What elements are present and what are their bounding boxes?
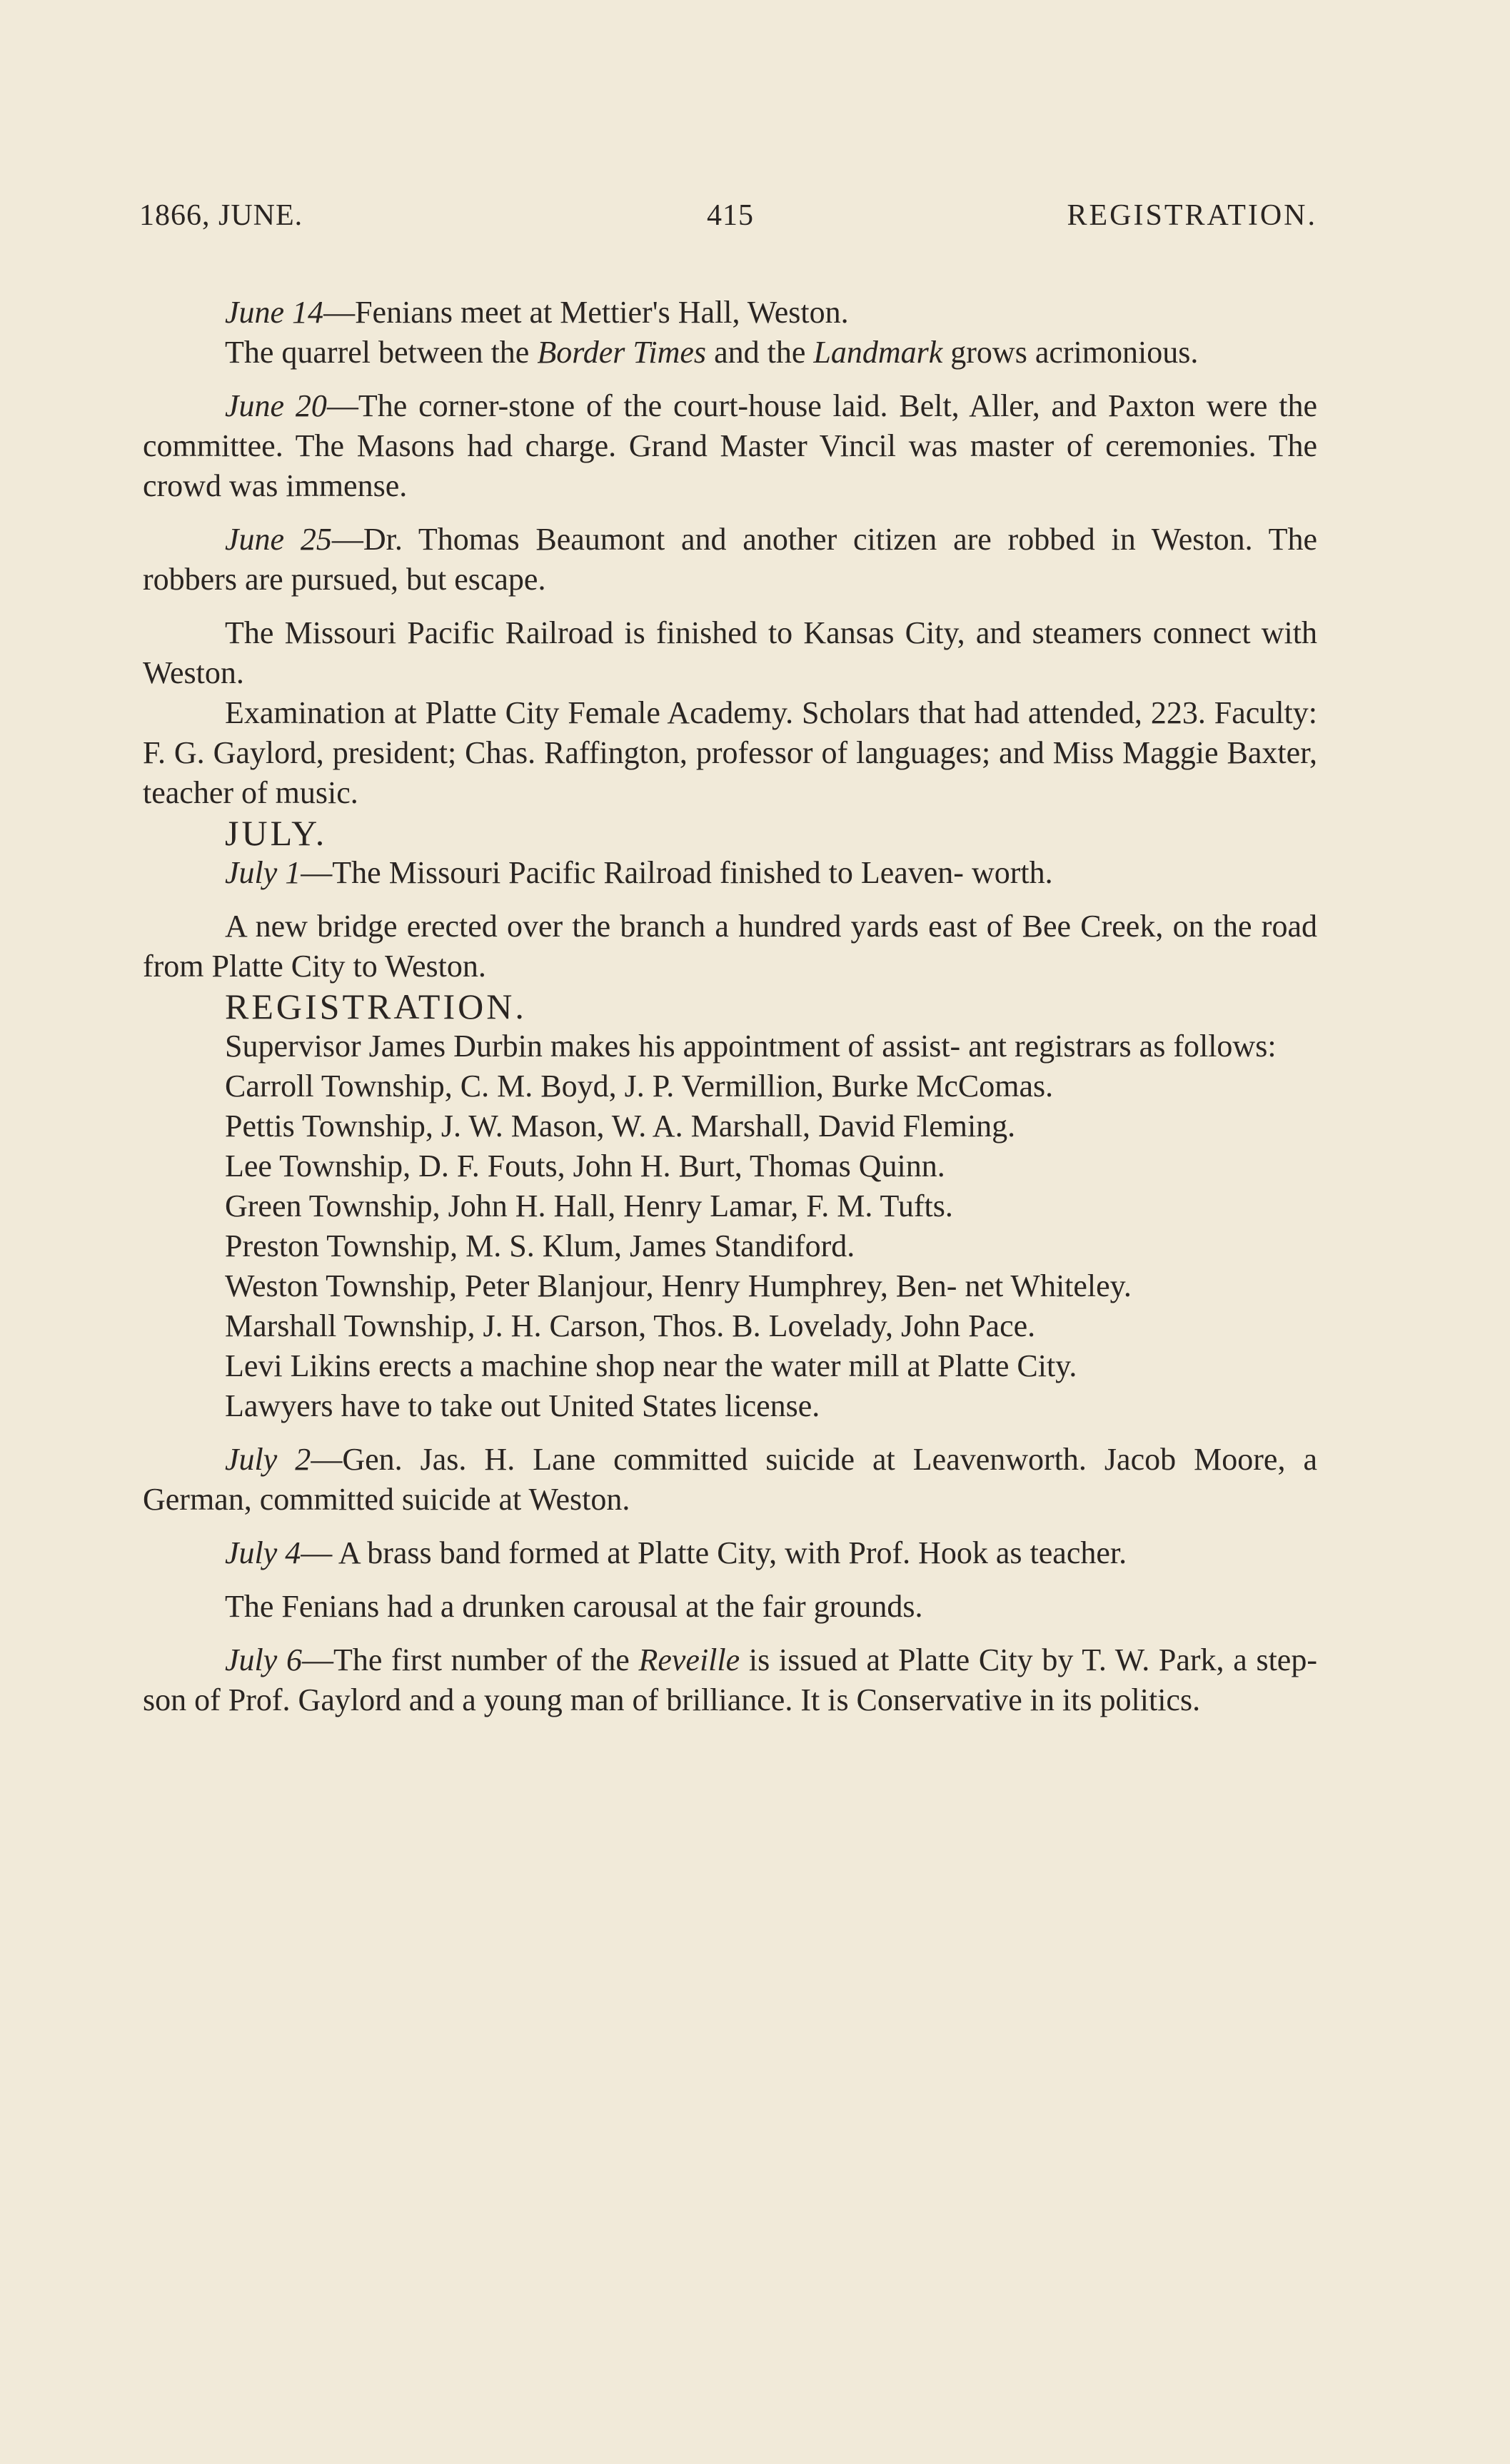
entry-railroad: The Missouri Pacific Railroad is finished to Kansas City, and steamers connect with Weston. [143,615,1317,690]
registration-intro: Supervisor James Durbin makes his appointment of assist- ant registrars as follows: [225,1029,1277,1064]
page-number: 415 [707,199,754,232]
entry-date: June 25 [225,522,332,557]
entry-date: July 1 [225,855,301,890]
entry-date: July 6 [225,1642,302,1677]
newspaper-title: Reveille [638,1642,740,1677]
entry-date: July 2 [225,1442,311,1477]
entry-text: —The Missouri Pacific Railroad finished to Leaven- worth. [301,855,1053,890]
newspaper-title: Landmark [813,335,943,370]
entry-text: —Dr. Thomas Beaumont and another citizen are robbed in Weston. The robbers are pursued, but escape. [143,522,1317,597]
entry-text: —The first number of the [301,1642,639,1677]
entry-date: July 4 [225,1535,301,1570]
entry-date: June 14 [225,295,324,330]
entry-text: grows acrimonious. [942,335,1199,370]
entry-july-6 [143,1640,1317,1720]
entry-text: —The corner-stone of the court-house laid. Belt, Aller, and Paxton were the committee. The Masons had charge. Grand Master Vincil was master of ceremonies. The crowd was immense. [143,388,1317,503]
entry-text: is issued at Platte City by T. W. Park, a step-son of Prof. Gaylord and a young man of brilliance. It is Conservative in its politics. [143,1642,1317,1717]
section-heading-july: JULY. [225,813,328,853]
township-entry: Carroll Township, C. M. Boyd, J. P. Vermillion, Burke McComas. [225,1069,1054,1104]
township-entry: Pettis Township, J. W. Mason, W. A. Marshall, David Fleming. [225,1109,1016,1143]
entry-text: —Gen. Jas. H. Lane committed suicide at Leavenworth. Jacob Moore, a German, committed suicide at Weston. [143,1442,1317,1517]
entry-quarrel [143,333,1317,373]
township-entry: Marshall Township, J. H. Carson, Thos. B. Lovelady, John Pace. [225,1308,1036,1343]
entry-likins: Levi Likins erects a machine shop near the water mill at Platte City. [225,1348,1077,1383]
entry-text: The quarrel between the [225,335,538,370]
entry-date: June 20 [225,388,327,423]
entry-academy: Examination at Platte City Female Academy. Scholars that had attended, 223. Faculty: F. G. Gaylord, president; Chas. Raffington, professor of languages; and Miss Maggie Baxter, teacher of music. [143,695,1317,810]
entry-july-2 [143,1440,1317,1520]
header-year-month: 1866, JUNE. [139,199,303,232]
entry-july-4 [143,1533,1317,1573]
newspaper-title: Border Times [537,335,707,370]
section-heading-registration: REGISTRATION. [225,986,527,1026]
township-entry: Lee Township, D. F. Fouts, John H. Burt, Thomas Quinn. [225,1148,945,1183]
entry-fenians: The Fenians had a drunken carousal at the fair grounds. [225,1589,923,1624]
entry-june-14 [143,293,1317,333]
header-section-title: REGISTRATION. [1067,199,1317,232]
running-header [139,198,1317,241]
entry-bridge: A new bridge erected over the branch a hundred yards east of Bee Creek, on the road from Platte City to Weston. [143,909,1317,984]
entry-june-25 [143,520,1317,600]
township-entry: Preston Township, M. S. Klum, James Standiford. [225,1228,855,1263]
entry-july-1 [143,853,1317,893]
page-body [143,293,1317,1720]
entry-lawyers: Lawyers have to take out United States license. [225,1388,820,1423]
entry-text: —Fenians meet at Mettier's Hall, Weston. [323,295,849,330]
entry-june-20 [143,386,1317,506]
entry-text: — A brass band formed at Platte City, with Prof. Hook as teacher. [301,1535,1127,1570]
entry-text: and the [706,335,814,370]
township-entry: Weston Township, Peter Blanjour, Henry Humphrey, Ben- net Whiteley. [225,1268,1132,1303]
township-entry: Green Township, John H. Hall, Henry Lamar, F. M. Tufts. [225,1188,953,1223]
